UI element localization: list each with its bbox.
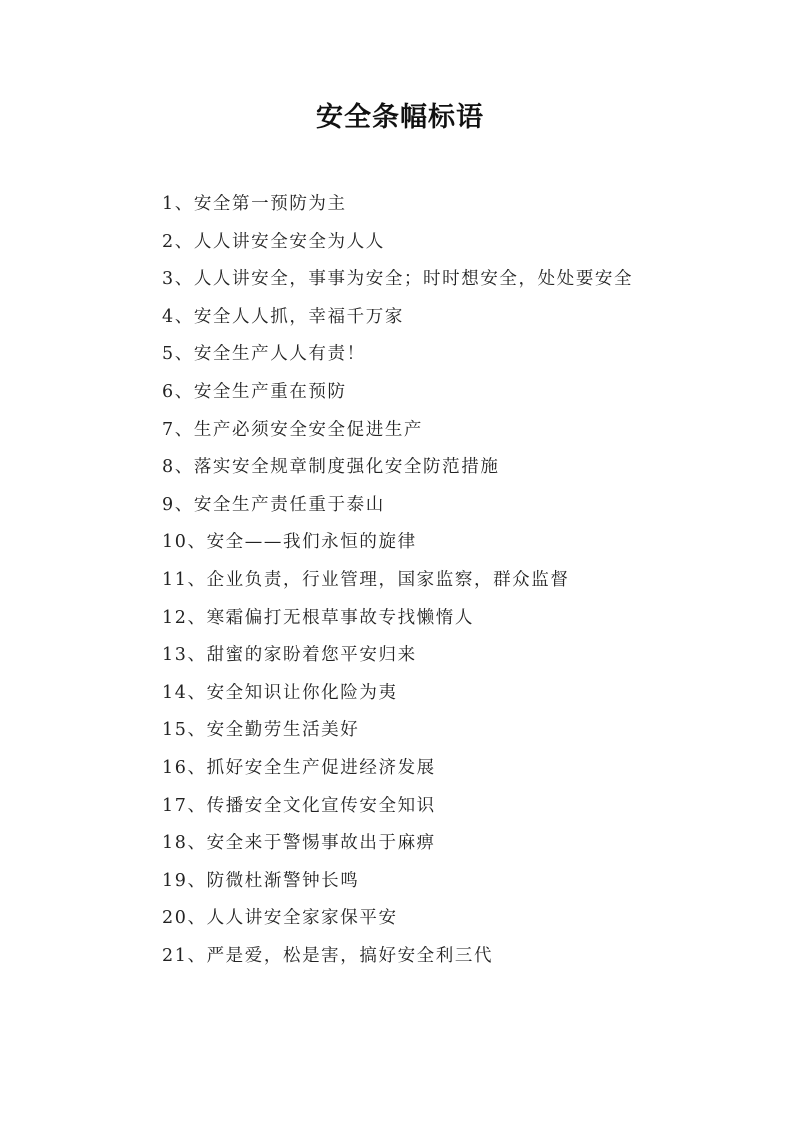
list-item: 1、安全第一预防为主	[162, 194, 347, 214]
list-item: 16、抓好安全生产促进经济发展	[162, 757, 436, 778]
list-item: 9、安全生产责任重于泰山	[162, 494, 385, 515]
list-item: 3、人人讲安全，事事为安全；时时想安全，处处要安全	[162, 269, 634, 290]
list-item: 14、安全知识让你化险为夷	[162, 682, 398, 703]
list-item: 17、传播安全文化宣传安全知识	[162, 795, 436, 816]
page-title: 安全条幅标语	[316, 102, 484, 133]
list-item: 18、安全来于警惕事故出于麻痹	[162, 833, 436, 854]
list-item: 7、生产必须安全安全促进生产	[162, 419, 424, 440]
list-item: 12、寒霜偏打无根草事故专找懒惰人	[162, 607, 474, 628]
list-item: 21、严是爱，松是害，搞好安全利三代	[162, 945, 494, 966]
list-item: 10、安全——我们永恒的旋律	[162, 532, 417, 553]
list-item: 15、安全勤劳生活美好	[162, 720, 360, 741]
list-item: 6、安全生产重在预防	[162, 381, 347, 402]
list-item: 2、人人讲安全安全为人人	[162, 231, 385, 252]
list-item: 19、防微杜渐警钟长鸣	[162, 870, 360, 891]
list-item: 4、安全人人抓，幸福千万家	[162, 306, 404, 327]
list-item: 11、企业负责，行业管理，国家监察，群众监督	[162, 569, 570, 590]
slogan-list	[121, 186, 689, 975]
list-item: 8、落实安全规章制度强化安全防范措施	[162, 457, 500, 478]
list-item: 13、甜蜜的家盼着您平安归来	[162, 645, 417, 666]
list-item: 5、安全生产人人有责！	[162, 344, 366, 365]
list-item: 20、人人讲安全家家保平安	[162, 908, 398, 929]
